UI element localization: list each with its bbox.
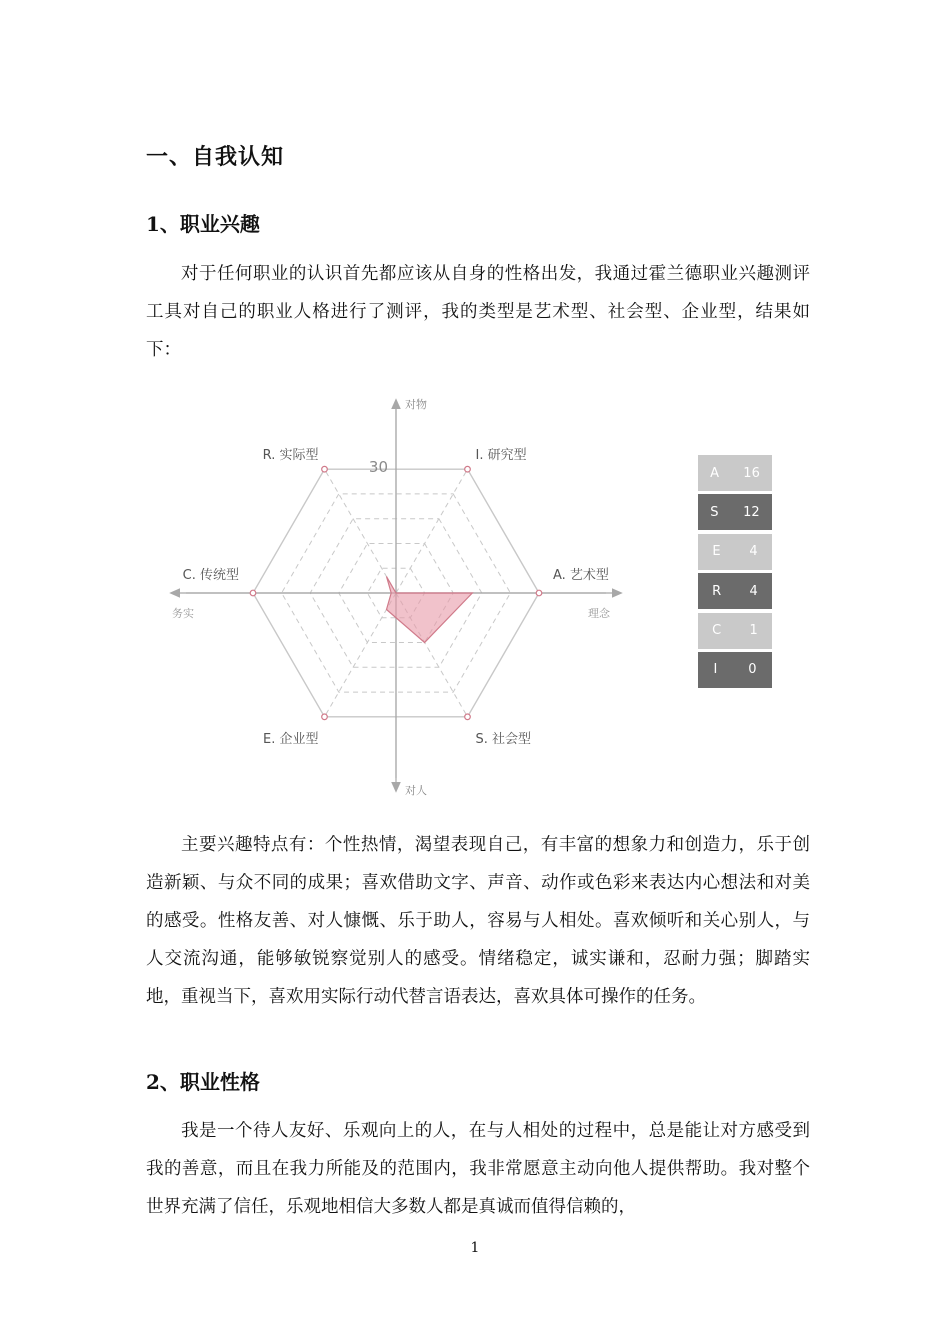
radar-spoke <box>325 593 397 717</box>
score-value: 0 <box>748 662 757 678</box>
radar-data-area <box>387 577 473 643</box>
radar-vertex-dot <box>322 714 328 720</box>
radar-axis-label: C. 传统型 <box>182 568 239 583</box>
holland-radar-chart <box>160 386 630 806</box>
score-row <box>698 613 772 649</box>
score-value: 16 <box>743 465 760 481</box>
radar-vertex-dot <box>250 590 256 596</box>
page-number: 1 <box>470 1240 480 1256</box>
score-code: E <box>712 544 721 560</box>
radar-vertex-dot <box>322 466 328 472</box>
score-code: I <box>713 662 718 678</box>
score-table <box>698 455 772 691</box>
direction-label-bottom: 对人 <box>405 784 427 797</box>
score-row <box>698 494 772 530</box>
direction-label-right: 理念 <box>588 607 610 620</box>
score-code: A <box>710 465 720 481</box>
score-row <box>698 652 772 688</box>
radar-axis-label: E. 企业型 <box>263 731 319 747</box>
subsection-title-interest: 1、职业兴趣 <box>146 212 260 236</box>
section-heading: 一、自我认知 <box>146 144 285 170</box>
subsection-title-personality: 2、职业性格 <box>146 1070 260 1094</box>
score-row <box>698 455 772 491</box>
radar-max-value-label: 30 <box>368 458 388 476</box>
direction-label-left: 务实 <box>172 607 194 620</box>
radar-vertex-dot <box>465 714 471 720</box>
interest-traits-paragraph: 主要兴趣特点有：个性热情，渴望表现自己，有丰富的想象力和创造力，乐于创造新颖、与众不同的成果；喜欢借助文字、声音、动作或色彩来表达内心想法和对美的感受。性格友善、对人慷慨、乐于助人，容易与人相处。喜欢倾听和关心别人，与人交流沟通，能够敏锐察觉别人的感受。情绪稳定，诚实谦和，忍耐力强；脚踏实地，重视当下，喜欢用实际行动代替言语表达，喜欢具体可操作的任务。 <box>146 835 810 1007</box>
direction-label-top: 对物 <box>405 398 427 411</box>
score-value: 4 <box>749 544 758 560</box>
score-row <box>698 534 772 570</box>
score-code: R <box>712 583 722 599</box>
interest-intro-paragraph: 对于任何职业的认识首先都应该从自身的性格出发，我通过霍兰德职业兴趣测评工具对自己的职业人格进行了测评，我的类型是艺术型、社会型、企业型，结果如下： <box>146 264 810 360</box>
radar-chart-svg <box>160 386 630 806</box>
score-value: 12 <box>743 504 760 520</box>
radar-spoke <box>396 469 468 593</box>
score-code: S <box>710 504 719 520</box>
radar-spoke <box>325 469 397 593</box>
personality-paragraph: 我是一个待人友好、乐观向上的人，在与人相处的过程中，总是能让对方感受到我的善意，而且在我力所能及的范围内，我非常愿意主动向他人提供帮助。我对整个世界充满了信任，乐观地相信大多数人都是真诚而值得信赖的， <box>146 1121 810 1217</box>
radar-axis-label: R. 实际型 <box>262 448 319 464</box>
score-code: C <box>712 623 722 639</box>
radar-axis-label: S. 社会型 <box>475 731 532 747</box>
score-row <box>698 573 772 609</box>
radar-vertex-dot <box>536 590 542 596</box>
score-value: 1 <box>749 623 758 639</box>
radar-vertex-dot <box>465 466 471 472</box>
score-value: 4 <box>749 583 758 599</box>
radar-axis-label: I. 研究型 <box>475 448 527 464</box>
radar-axis-label: A. 艺术型 <box>553 568 609 583</box>
